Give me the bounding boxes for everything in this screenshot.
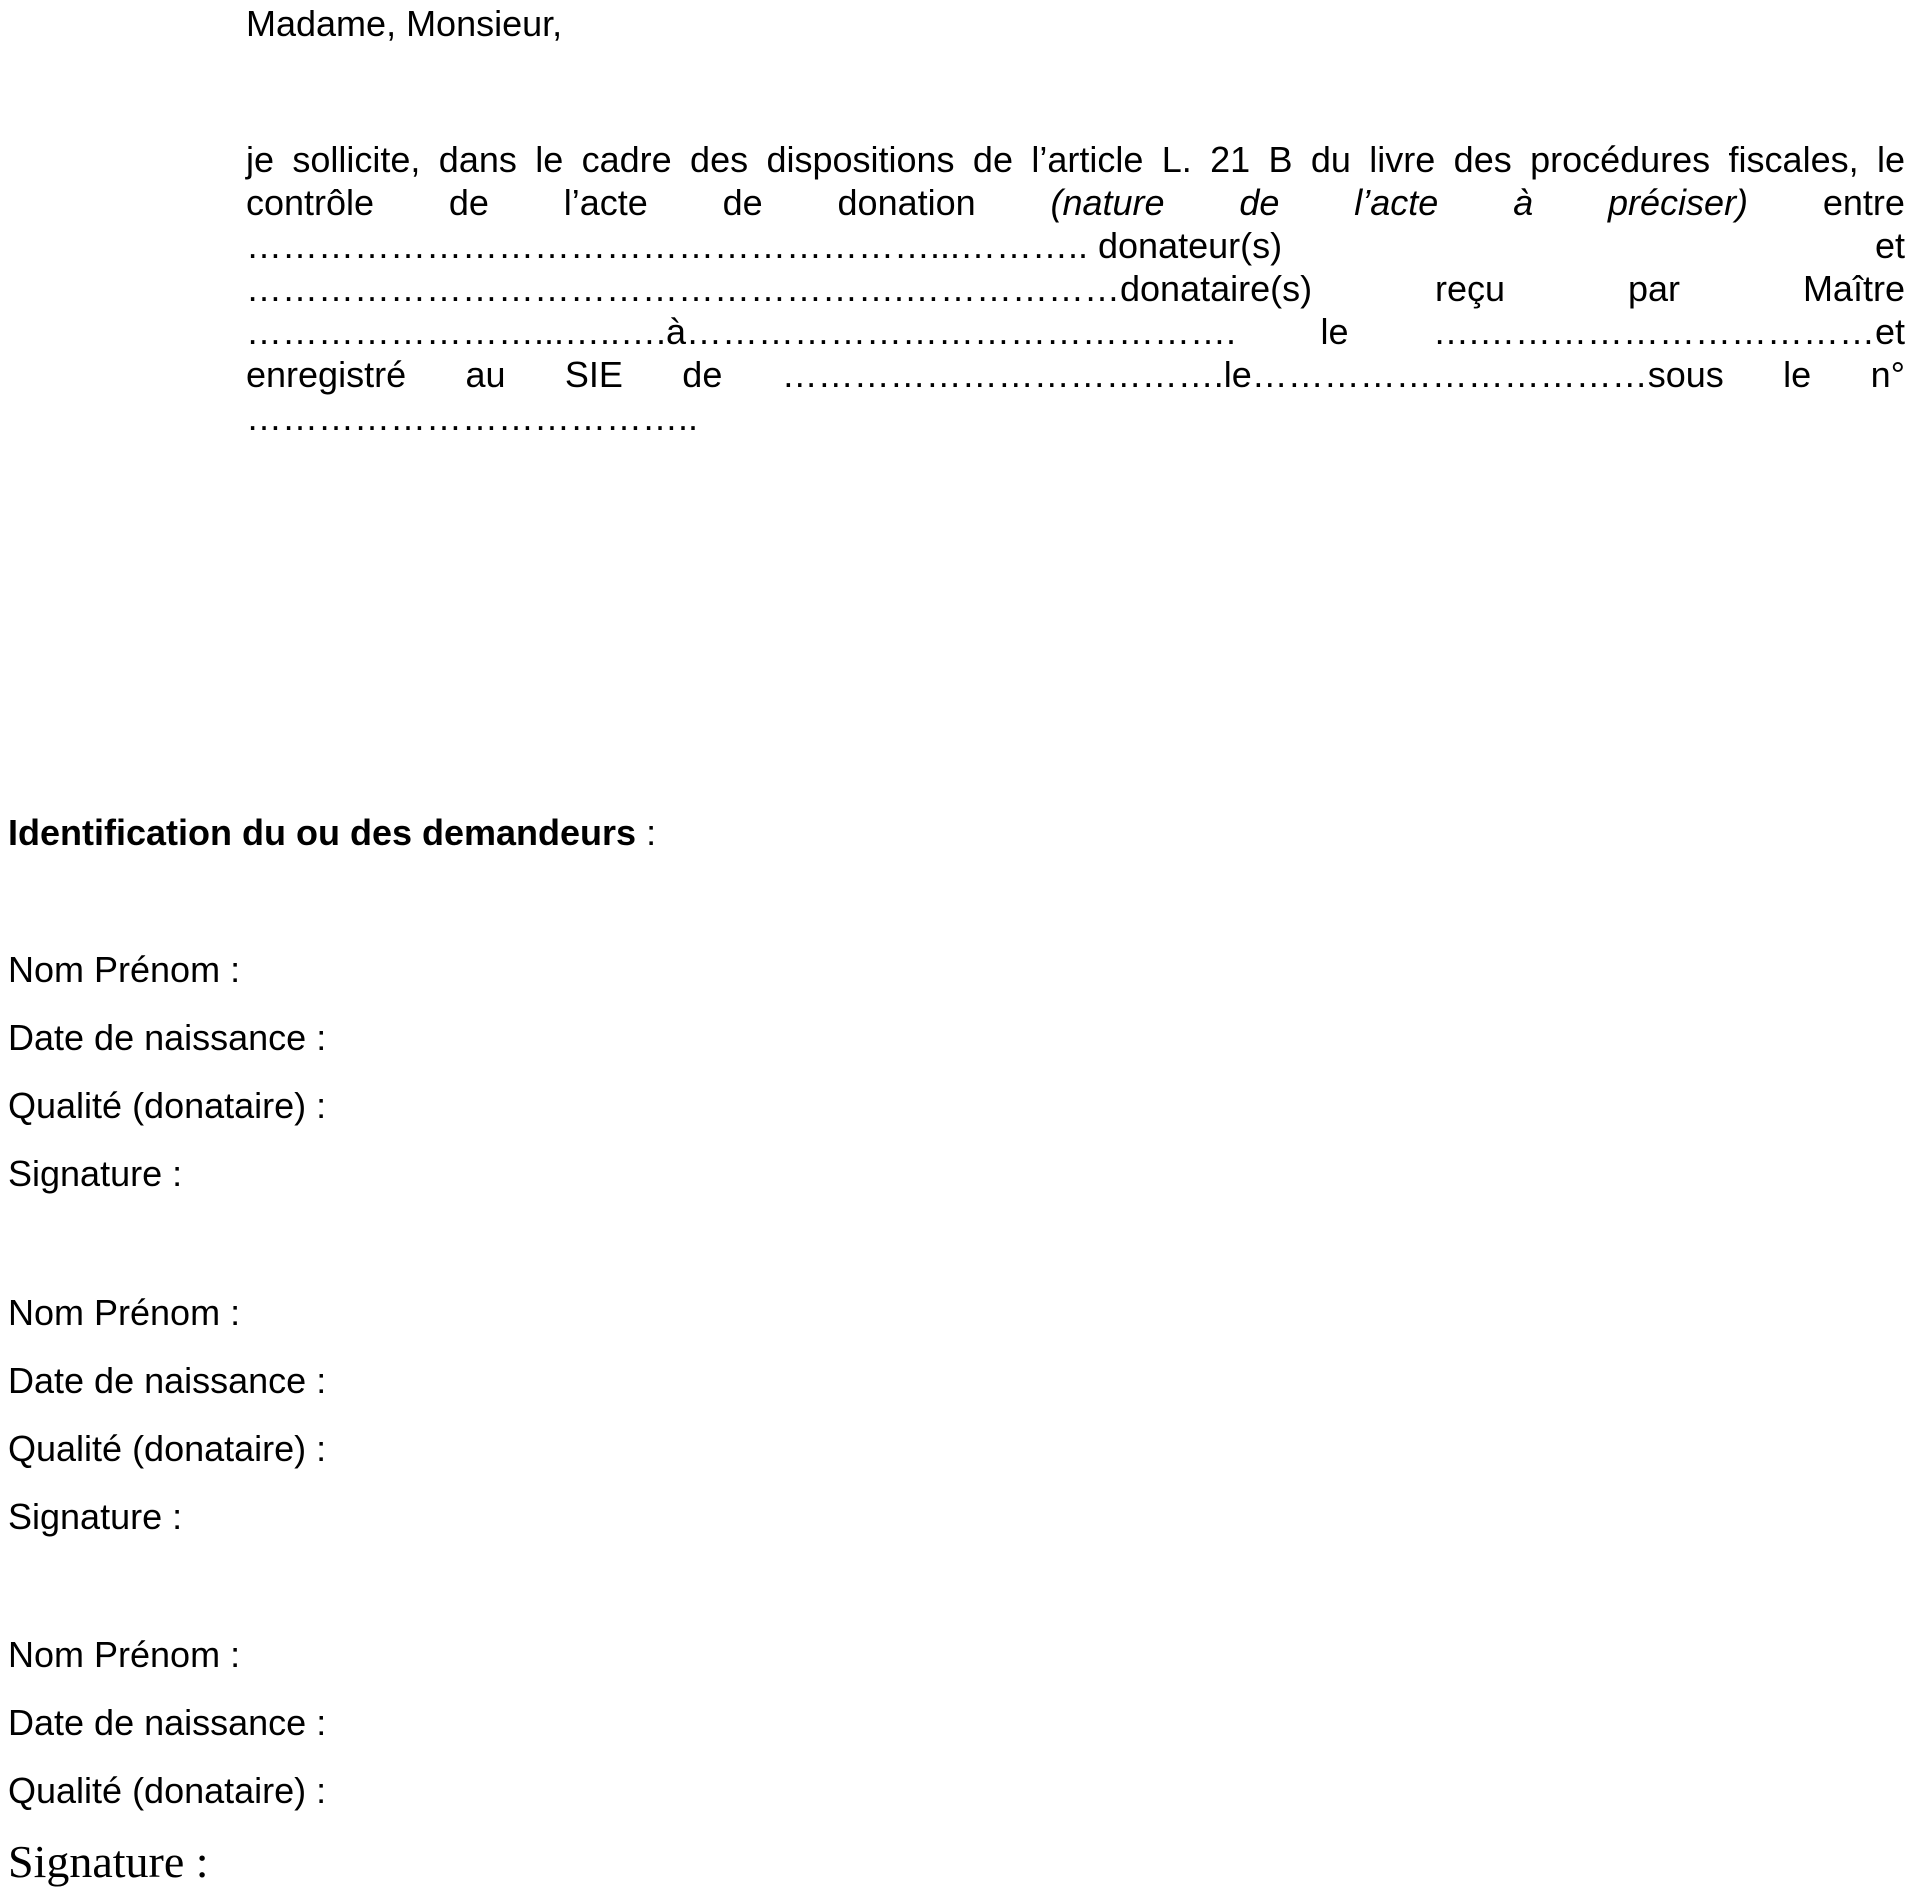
word: reçu — [1435, 268, 1506, 309]
applicant-name-label: Nom Prénom : — [8, 1292, 241, 1333]
word-italic: (nature — [1050, 182, 1165, 223]
word: L. — [1161, 139, 1192, 180]
applicant-quality-label: Qualité (donataire) : — [8, 1085, 327, 1126]
word: de — [972, 139, 1013, 180]
word: enregistré — [246, 354, 407, 395]
word: sollicite, — [292, 139, 421, 180]
word: dans — [438, 139, 517, 180]
word: au — [465, 354, 506, 395]
applicant-signature-label: Signature : — [8, 1836, 209, 1887]
word: Maître — [1802, 268, 1905, 309]
word: le — [1876, 139, 1905, 180]
paragraph-line — [246, 224, 1905, 267]
word: ….……………………………et — [1432, 311, 1905, 352]
word-italic: à — [1513, 182, 1534, 223]
word: ……………………………….le……………………………sous — [781, 354, 1724, 395]
word: cadre — [581, 139, 672, 180]
word: de — [682, 354, 723, 395]
applicant-signature-label: Signature : — [8, 1153, 183, 1194]
applicant-name-label: Nom Prénom : — [8, 1634, 241, 1675]
applicant-signature-label: Signature : — [8, 1496, 183, 1537]
word-italic: préciser) — [1608, 182, 1749, 223]
word-italic: l’acte — [1354, 182, 1439, 223]
word: fiscales, — [1728, 139, 1859, 180]
paragraph-line — [246, 267, 1905, 310]
word: du — [1310, 139, 1351, 180]
applicant-quality-label: Qualité (donataire) : — [8, 1770, 327, 1811]
word: de — [448, 182, 489, 223]
word: entre — [1822, 182, 1905, 223]
word: livre — [1369, 139, 1436, 180]
word: le — [1783, 354, 1812, 395]
word: le — [535, 139, 564, 180]
word: 21 — [1210, 139, 1251, 180]
heading-bold: Identification du ou des demandeurs — [8, 812, 637, 853]
word: …………………………………………………...……….. donateur(s) — [246, 225, 1283, 266]
request-paragraph — [246, 138, 1905, 439]
word: ……………………………….. — [246, 397, 699, 438]
word: ……………………...…..….à………………………………………. — [246, 311, 1237, 352]
word: contrôle — [246, 182, 375, 223]
word: des — [1453, 139, 1512, 180]
word: de — [722, 182, 763, 223]
word: B — [1268, 139, 1293, 180]
word: dispositions — [766, 139, 955, 180]
salutation: Madame, Monsieur, — [246, 3, 563, 44]
word: procédures — [1530, 139, 1711, 180]
paragraph-line — [246, 396, 1905, 439]
heading-suffix: : — [636, 812, 657, 853]
word: l’article — [1031, 139, 1144, 180]
word: par — [1627, 268, 1681, 309]
paragraph-line — [246, 353, 1905, 396]
word: et — [1874, 225, 1905, 266]
applicant-birthdate-label: Date de naissance : — [8, 1017, 327, 1058]
word: n° — [1870, 354, 1905, 395]
applicant-birthdate-label: Date de naissance : — [8, 1360, 327, 1401]
word: je — [246, 139, 275, 180]
word: le — [1320, 311, 1349, 352]
paragraph-line — [246, 138, 1905, 181]
word: SIE — [564, 354, 623, 395]
applicant-birthdate-label: Date de naissance : — [8, 1702, 327, 1743]
word: ……………………………………………….………………donataire(s) — [246, 268, 1313, 309]
applicant-name-label: Nom Prénom : — [8, 949, 241, 990]
paragraph-line — [246, 181, 1905, 224]
word-italic: de — [1239, 182, 1280, 223]
paragraph-line — [246, 310, 1905, 353]
applicant-quality-label: Qualité (donataire) : — [8, 1428, 327, 1469]
identification-heading — [8, 811, 656, 854]
word: l’acte — [563, 182, 648, 223]
word: des — [690, 139, 749, 180]
word: donation — [837, 182, 976, 223]
